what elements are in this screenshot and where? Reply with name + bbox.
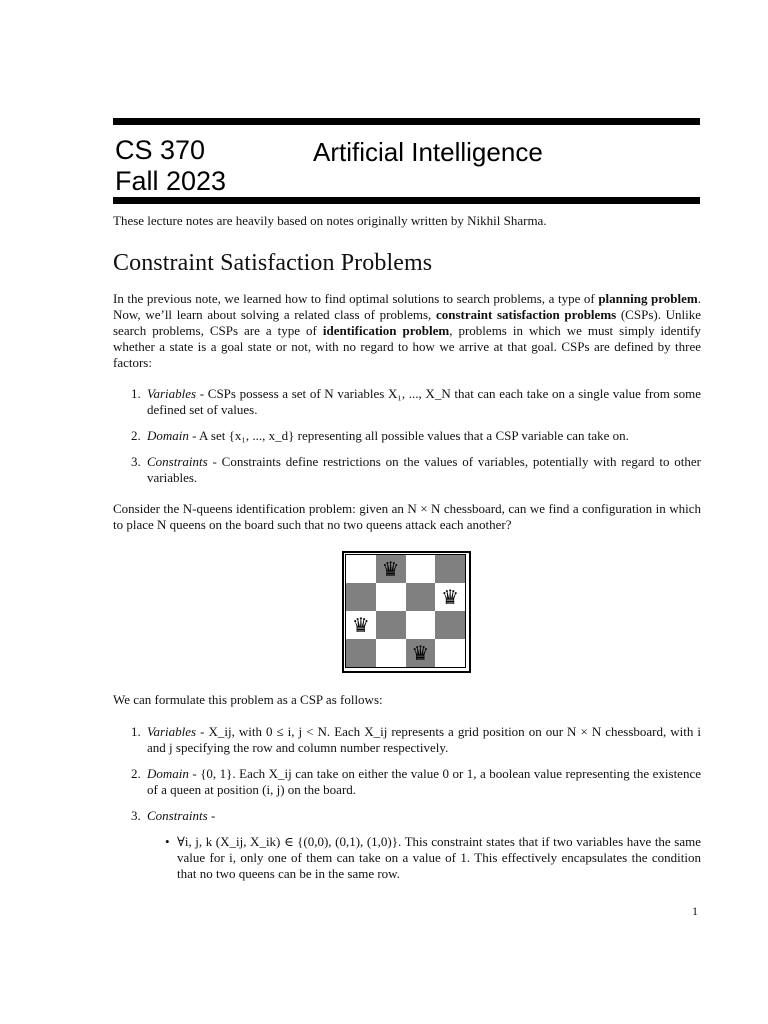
board-square xyxy=(435,639,465,667)
queen-icon: ♛ xyxy=(441,585,460,609)
queen-icon: ♛ xyxy=(381,557,400,581)
board-square xyxy=(376,639,406,667)
board-square xyxy=(435,583,465,611)
list-item: 1. Variables - CSPs possess a set of N variables X₁, ..., X_N that can each take on a single value from some defined set of values. xyxy=(131,386,701,417)
page-number: 1 xyxy=(692,904,698,918)
list-item: 2. Domain - A set {x₁, ..., x_d} representing all possible values that a CSP variable can take on. xyxy=(131,428,629,443)
course-term: Fall 2023 xyxy=(115,166,227,196)
list-item: • ∀i, j, k (X_ij, X_ik) ∈ {(0,0), (0,1), (1,0)}. This constraint states that if two variables have the same value for i, only one of them can take on a value of 1. This effectively encapsulates the condition that no two queens can be in the same row. xyxy=(165,834,701,881)
queen-icon: ♛ xyxy=(411,641,430,665)
chessboard xyxy=(345,554,466,668)
board-square xyxy=(346,611,376,639)
nqueens-paragraph: Consider the N-queens identification problem: given an N × N chessboard, can we find a configuration in which to place N queens on the board such that no two queens attack each another? xyxy=(113,501,701,532)
list-item: 3. Constraints - Constraints define restrictions on the values of variables, potentially with regard to other variables. xyxy=(131,454,701,485)
chessboard-figure xyxy=(342,551,471,673)
board-square xyxy=(376,611,406,639)
term-csp: constraint satisfaction problems xyxy=(435,307,617,322)
formulate-paragraph: We can formulate this problem as a CSP as follows: xyxy=(113,692,383,707)
board-square xyxy=(346,583,376,611)
board-square xyxy=(376,555,406,583)
board-square xyxy=(435,611,465,639)
intro-paragraph: In the previous note, we learned how to find optimal solutions to search problems, a type of planning problem. Now, we’ll learn about solving a related class of problems, constraint satisfaction problems (CSPs). Unlike search problems, CSPs are a type of identification problem, problems in which we must simply identify whether a state is a goal state or not, with no regard to how we arrive at that goal. CSPs are defined by three factors: xyxy=(113,291,701,370)
board-square xyxy=(406,555,436,583)
list-item: 3. Constraints - xyxy=(131,808,216,823)
list-item: 2. Domain - {0, 1}. Each X_ij can take on either the value 0 or 1, a boolean value representing the existence of a queen at position (i, j) on the board. xyxy=(131,766,701,797)
csp-factors-list xyxy=(113,386,701,496)
queen-icon: ♛ xyxy=(351,613,370,637)
board-square xyxy=(376,583,406,611)
term-identification-problem: identification problem xyxy=(322,323,450,338)
credit-line: These lecture notes are heavily based on notes originally written by Nikhil Sharma. xyxy=(113,213,547,228)
board-square xyxy=(346,555,376,583)
list-item: 1. Variables - X_ij, with 0 ≤ i, j < N. Each X_ij represents a grid position on our N × N chessboard, with i and j specifying the row and column number respectively. xyxy=(131,724,701,755)
course-subject: Artificial Intelligence xyxy=(313,137,543,167)
course-code: CS 370 xyxy=(115,135,206,165)
board-square xyxy=(406,583,436,611)
board-square xyxy=(406,611,436,639)
constraint-bullets xyxy=(165,834,701,882)
term-planning-problem: planning problem xyxy=(598,291,698,306)
section-title: Constraint Satisfaction Problems xyxy=(113,250,433,276)
bottom-rule xyxy=(113,197,700,204)
board-square xyxy=(346,639,376,667)
board-square xyxy=(435,555,465,583)
board-square xyxy=(406,639,436,667)
top-rule xyxy=(113,118,700,125)
csp-formulation-list xyxy=(113,724,701,834)
